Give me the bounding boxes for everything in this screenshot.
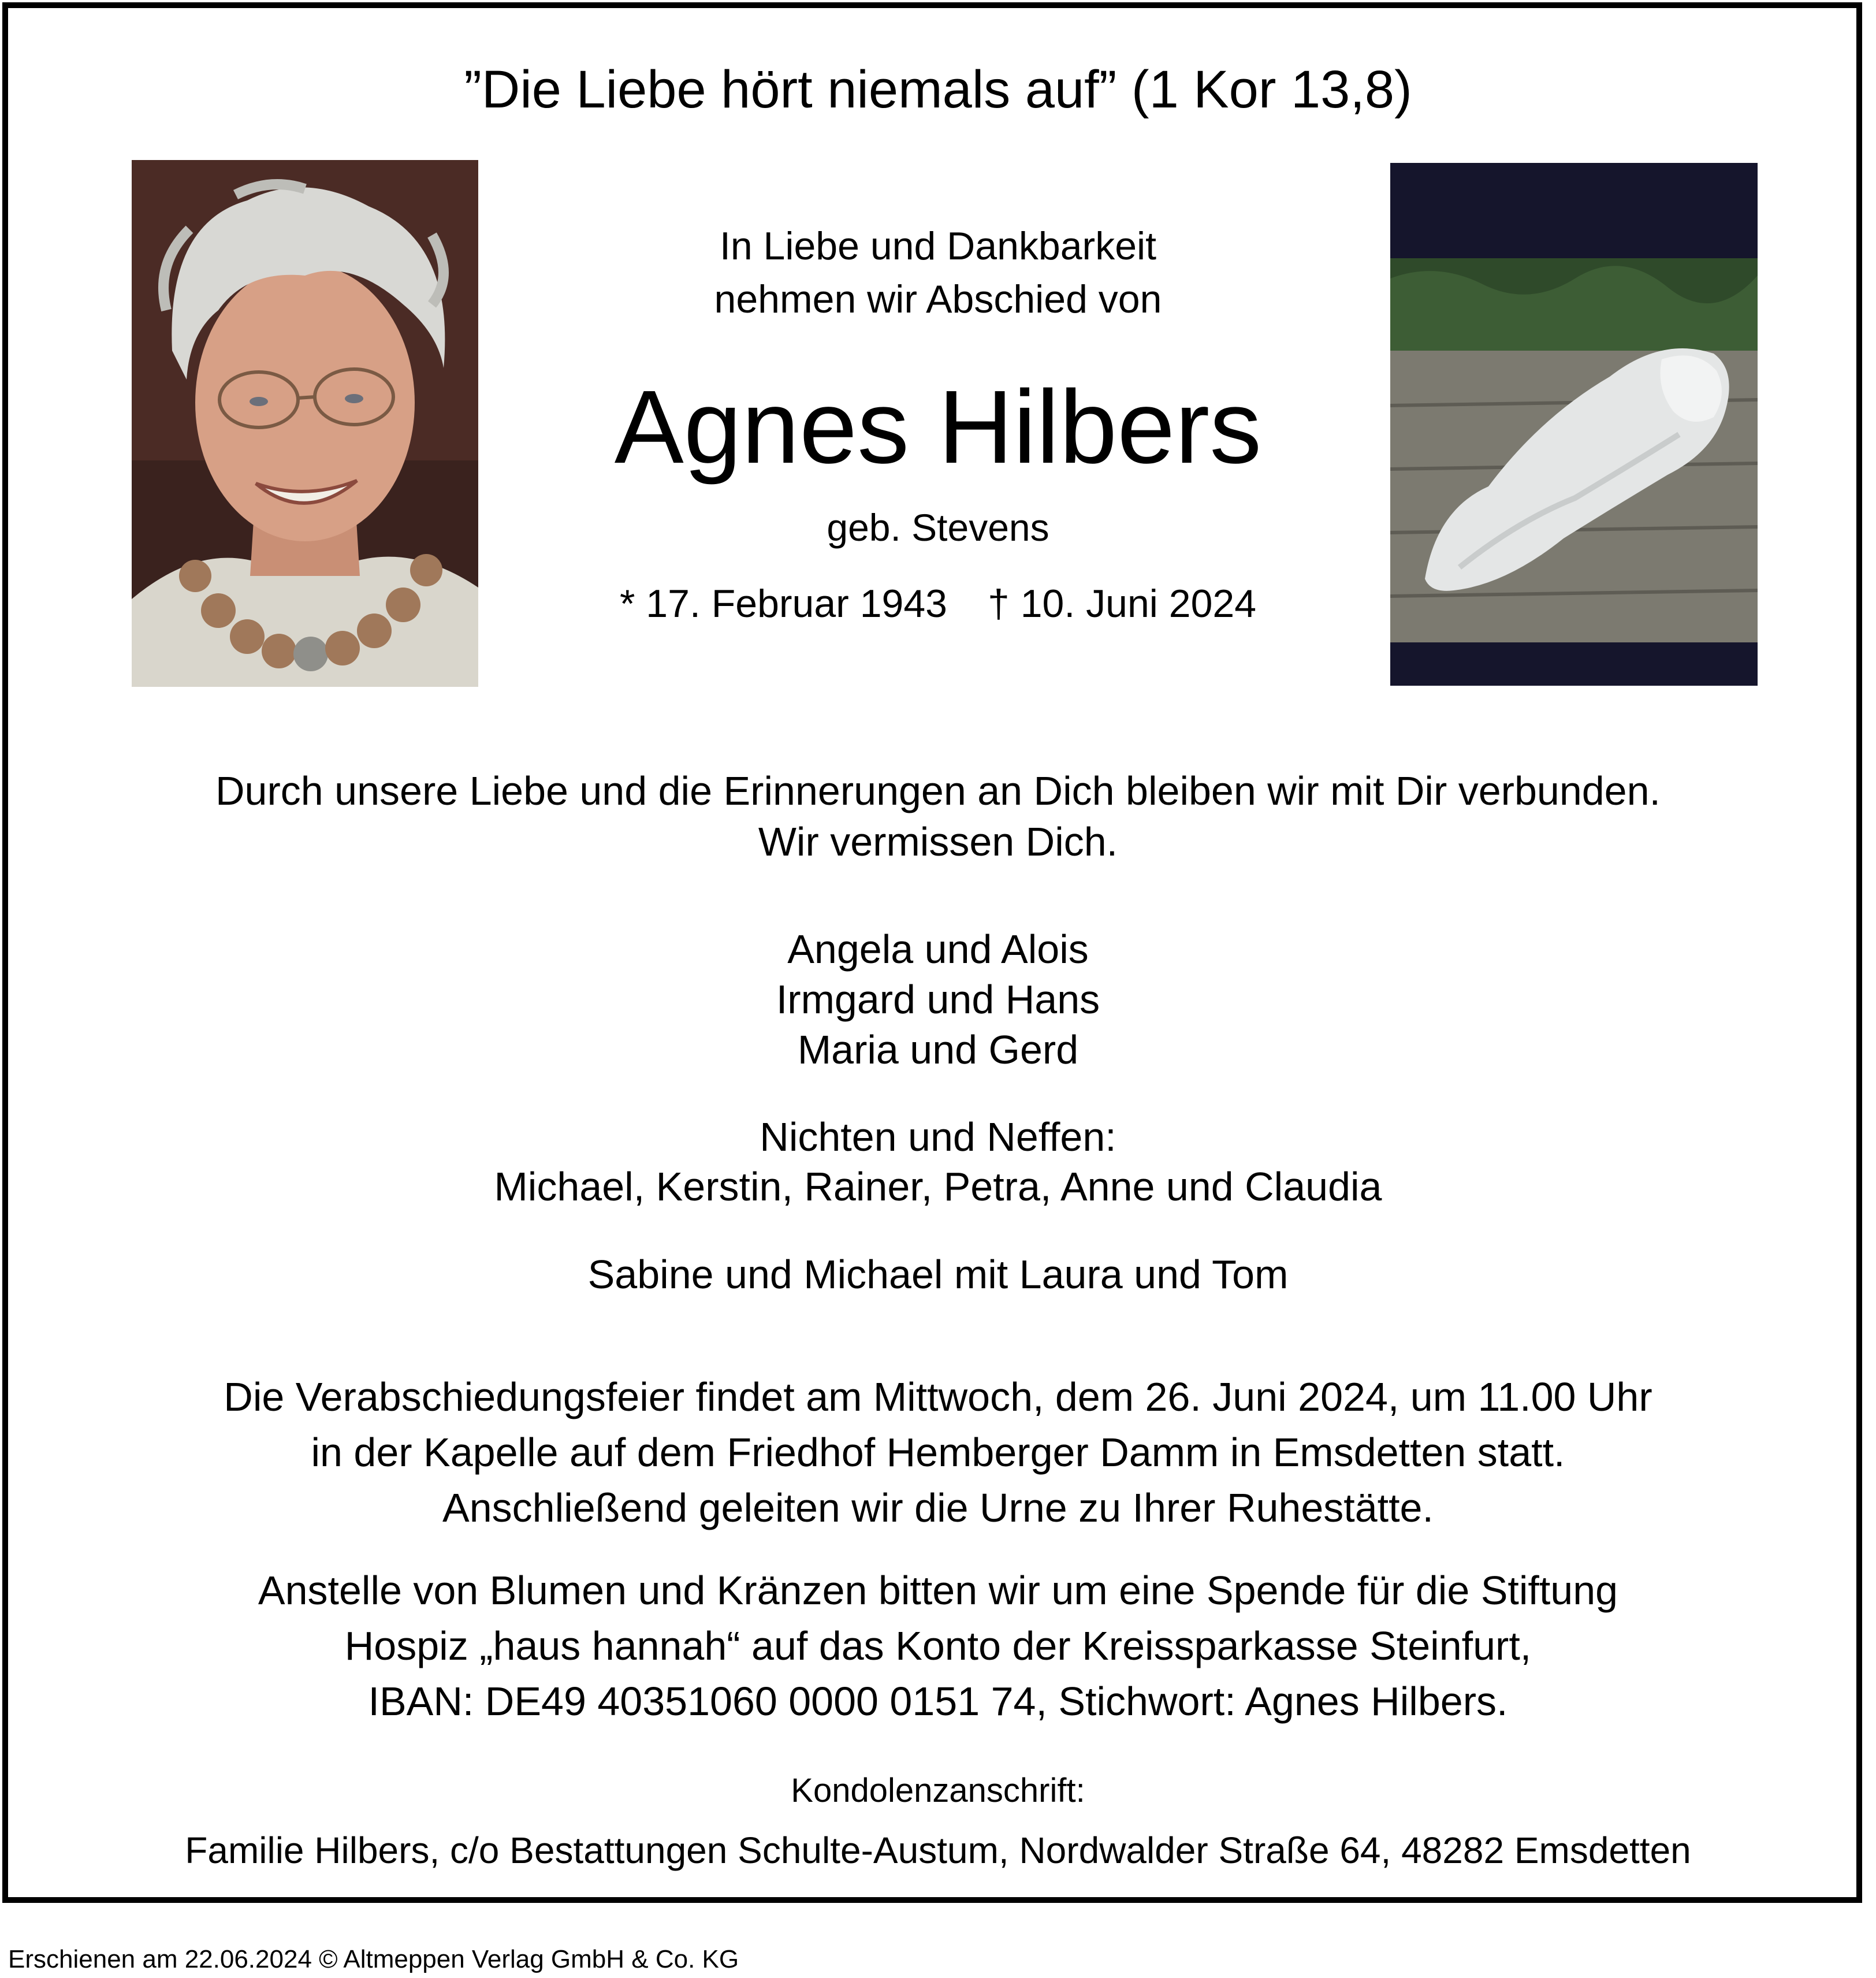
donation-line: Anstelle von Blumen und Kränzen bitten wir um eine Spende für die Stiftung [258,1568,1618,1613]
ceremony-line: in der Kapelle auf dem Friedhof Hemberger Damm in Emsdetten statt. [311,1430,1565,1475]
bible-motto: ”Die Liebe hört niemals auf” (1 Kor 13,8) [464,60,1412,119]
intro-line-2: nehmen wir Abschied von [714,277,1162,321]
maiden-name: geb. Stevens [827,506,1049,549]
family-member: Angela und Alois [787,927,1089,972]
family-member: Irmgard und Hans [776,977,1100,1022]
other-mourners: Sabine und Michael mit Laura und Tom [587,1252,1289,1297]
family-member: Maria und Gerd [797,1027,1079,1072]
life-dates [0,578,1876,630]
deceased-name: Agnes Hilbers [614,369,1262,485]
donation-info [0,1563,1876,1729]
intro-line-1: In Liebe und Dankbarkeit [719,224,1157,268]
death-date: † 10. Juni 2024 [988,582,1257,626]
donation-line: IBAN: DE49 40351060 0000 0151 74, Stichwort: Agnes Hilbers. [368,1679,1508,1724]
birth-date: * 17. Februar 1943 [619,582,947,626]
ceremony-line: Die Verabschiedungsfeier findet am Mittwoch, dem 26. Juni 2024, um 11.00 Uhr [224,1374,1652,1419]
family-list [0,924,1876,1075]
memorial-verse [0,765,1876,867]
ceremony-info [0,1369,1876,1535]
publication-footer: Erschienen am 22.06.2024 © Altmeppen Verlag GmbH & Co. KG [8,1945,739,1973]
condolence-label: Kondolenzanschrift: [791,1772,1085,1809]
verse-line-2: Wir vermissen Dich. [758,819,1118,864]
ceremony-line: Anschließend geleiten wir die Urne zu Ihrer Ruhestätte. [442,1485,1434,1530]
condolence-address: Familie Hilbers, c/o Bestattungen Schulte-Austum, Nordwalder Straße 64, 48282 Emsdetten [185,1830,1691,1871]
verse-line-1: Durch unsere Liebe und die Erinnerungen an Dich bleiben wir mit Dir verbunden. [215,768,1661,813]
intro-text [0,220,1876,326]
nephews-names: Michael, Kerstin, Rainer, Petra, Anne und Claudia [494,1164,1382,1209]
donation-line: Hospiz „haus hannah“ auf das Konto der Kreissparkasse Steinfurt, [344,1623,1532,1668]
nephews-label: Nichten und Neffen: [760,1114,1116,1159]
